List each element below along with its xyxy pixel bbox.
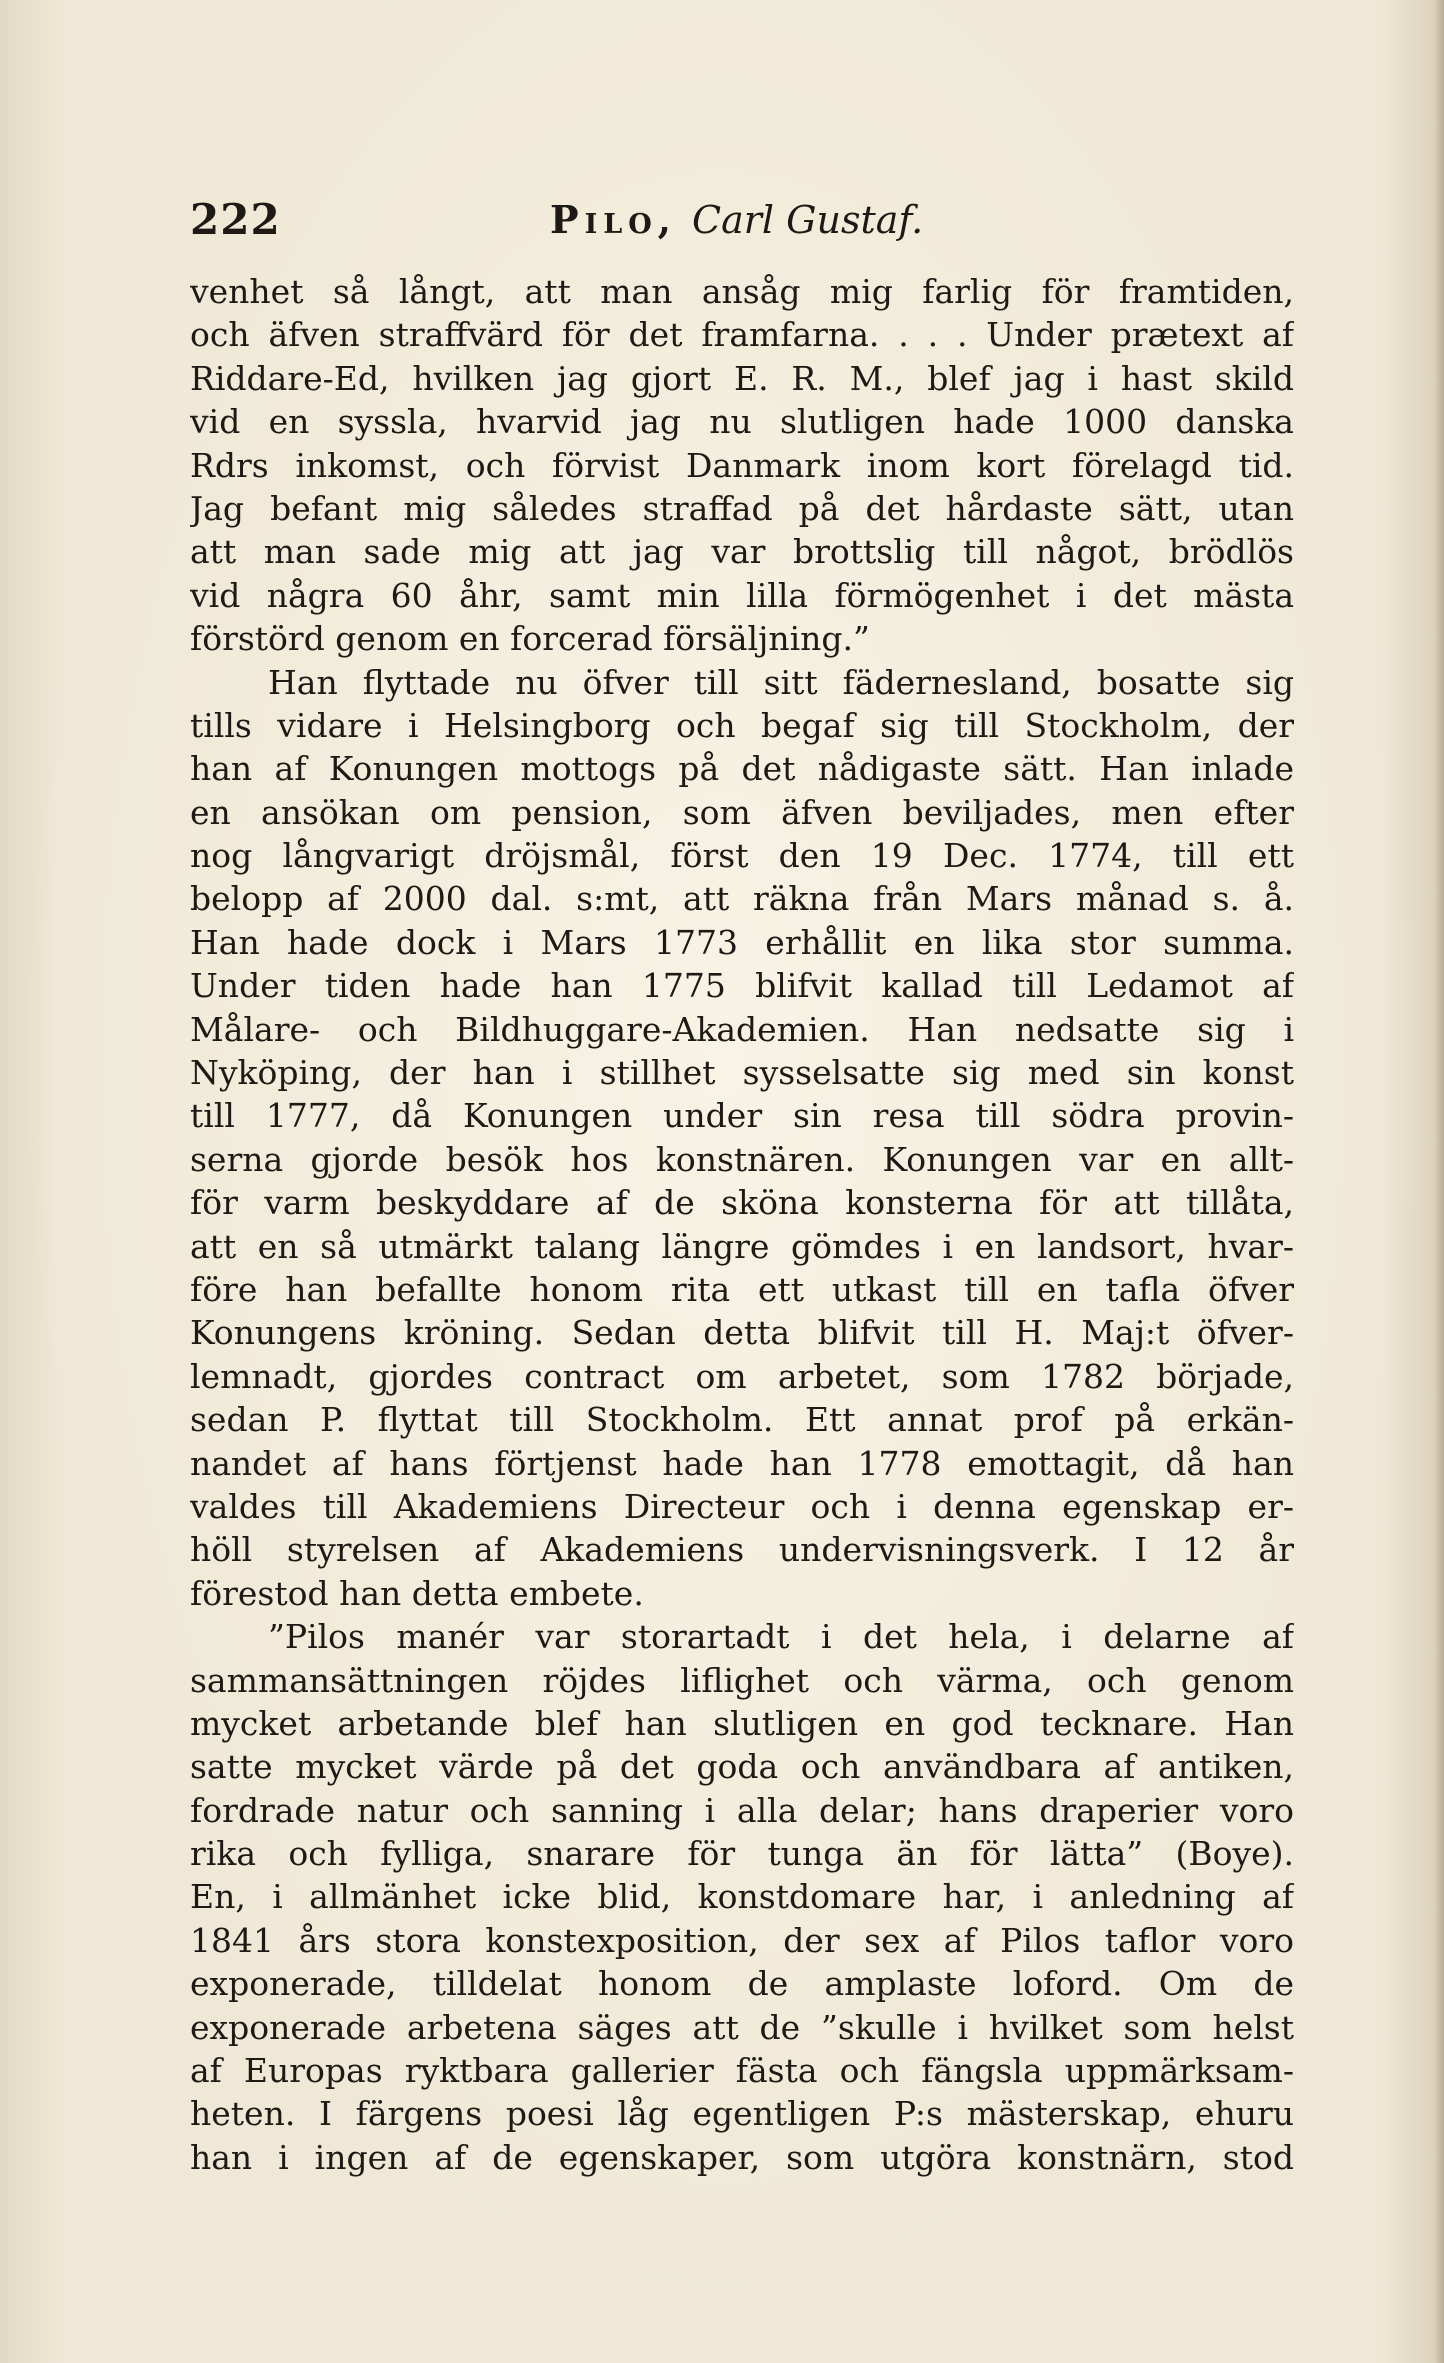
text-line: fordrade natur och sanning i alla delar; hans draperier voro <box>190 1790 1294 1830</box>
text-line: sammansättningen röjdes liflighet och värma, och genom <box>190 1660 1294 1700</box>
text-line: vid en syssla, hvarvid jag nu slutligen hade 1000 danska <box>190 402 1294 442</box>
text-line: venhet så långt, att man ansåg mig farlig för framtiden, <box>190 272 1294 311</box>
text-line: rika och fylliga, snarare för tunga än för lätta” (Boye). <box>190 1834 1294 1874</box>
text-line: exponerade arbetena säges att de ”skulle i hvilket som helst <box>190 2007 1294 2047</box>
text-line: af Europas ryktbara gallerier fästa och fängsla uppmärksam- <box>190 2051 1294 2091</box>
running-title <box>550 190 923 258</box>
text-line: Målare- och Bildhuggare-Akademien. Han nedsatte sig i <box>190 1009 1294 1049</box>
text-line: Rdrs inkomst, och förvist Danmark inom kort förelagd tid. <box>190 445 1294 485</box>
text-line: och äfven straffvärd för det framfarna. . . . Under prætext af <box>190 315 1294 355</box>
text-line: belopp af 2000 dal. s:mt, att räkna från Mars månad s. å. <box>190 879 1294 919</box>
text-line: till 1777, då Konungen under sin resa till södra provin- <box>190 1096 1294 1136</box>
text-line: satte mycket värde på det goda och användbara af antiken, <box>190 1747 1294 1787</box>
text-line: exponerade, tilldelat honom de amplaste loford. Om de <box>190 1964 1294 2004</box>
text-line: Konungens kröning. Sedan detta blifvit till H. Maj:t öfver- <box>190 1313 1294 1353</box>
text-line: serna gjorde besök hos konstnären. Konungen var en allt- <box>190 1139 1294 1179</box>
text-line: Jag befant mig således straffad på det hårdaste sätt, utan <box>190 488 1294 528</box>
text-line: Han flyttade nu öfver till sitt fädernesland, bosatte sig <box>268 662 1294 702</box>
text-line: förestod han detta embete. <box>190 1573 644 1613</box>
text-line: han af Konungen mottogs på det nådigaste sätt. Han inlade <box>190 749 1294 789</box>
text-line: ”Pilos manér var storartadt i det hela, i delarne af <box>268 1617 1294 1657</box>
text-line: han i ingen af de egenskaper, som utgöra konstnärn, stod <box>190 2137 1294 2177</box>
text-line: en ansökan om pension, som äfven beviljades, men efter <box>190 792 1294 832</box>
text-line: 1841 års stora konstexposition, der sex af Pilos taflor voro <box>190 1920 1294 1960</box>
body-text <box>190 270 1294 2179</box>
text-line: att en så utmärkt talang längre gömdes i en landsort, hvar- <box>190 1226 1294 1266</box>
text-line: sedan P. flyttat till Stockholm. Ett annat prof på erkän- <box>190 1400 1294 1440</box>
text-line: förstörd genom en forcerad försäljning.” <box>190 619 870 659</box>
text-line: höll styrelsen af Akademiens undervisningsverk. I 12 år <box>190 1530 1294 1570</box>
page-number: 222 <box>190 195 281 244</box>
text-line: att man sade mig att jag var brottslig till något, brödlös <box>190 532 1294 572</box>
text-line: mycket arbetande blef han slutligen en god tecknare. Han <box>190 1703 1294 1743</box>
text-line: tills vidare i Helsingborg och begaf sig till Stockholm, der <box>190 705 1294 745</box>
running-title-surname: Pilo, <box>550 197 677 242</box>
text-line: lemnadt, gjordes contract om arbetet, som 1782 började, <box>190 1356 1294 1396</box>
text-line: En, i allmänhet icke blid, konstdomare har, i anledning af <box>190 1877 1294 1917</box>
running-head <box>190 190 1300 250</box>
text-line: valdes till Akademiens Directeur och i denna egenskap er- <box>190 1486 1294 1526</box>
text-line: Han hade dock i Mars 1773 erhållit en lika stor summa. <box>190 922 1294 962</box>
text-line: nandet af hans förtjenst hade han 1778 emottagit, då han <box>190 1443 1294 1483</box>
text-line: Nyköping, der han i stillhet sysselsatte sig med sin konst <box>190 1053 1294 1093</box>
text-line: för varm beskyddare af de sköna konsterna för att tillåta, <box>190 1183 1294 1223</box>
text-line: Under tiden hade han 1775 blifvit kallad till Ledamot af <box>190 966 1294 1006</box>
text-line: nog långvarigt dröjsmål, först den 19 Dec. 1774, till ett <box>190 836 1294 876</box>
text-line: vid några 60 åhr, samt min lilla förmögenhet i det mästa <box>190 575 1294 615</box>
running-title-given-name: Carl Gustaf. <box>692 198 924 242</box>
text-line: heten. I färgens poesi låg egentligen P:s mästerskap, ehuru <box>190 2094 1294 2134</box>
text-line: Riddare-Ed, hvilken jag gjort E. R. M., blef jag i hast skild <box>190 358 1294 398</box>
text-line: före han befallte honom rita ett utkast till en tafla öfver <box>190 1269 1294 1309</box>
page-edge-shadow <box>1434 0 1444 2363</box>
